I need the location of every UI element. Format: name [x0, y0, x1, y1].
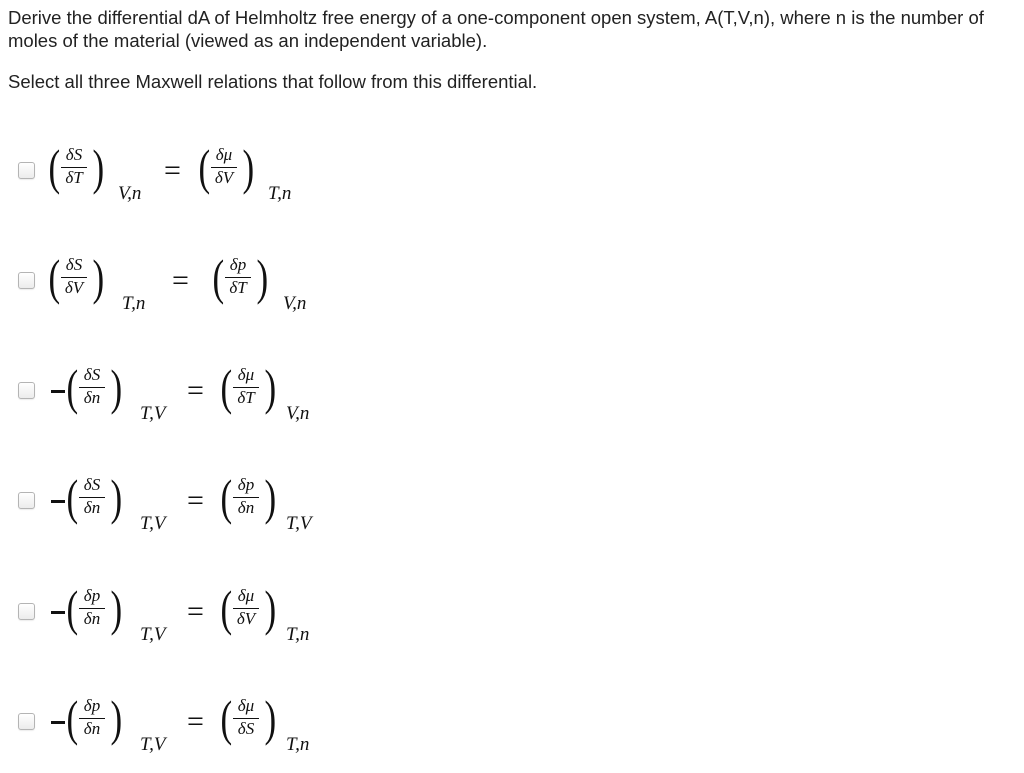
rhs-numerator: δμ [237, 696, 255, 715]
lhs-denominator: δn [83, 719, 101, 738]
lhs-left-paren: ( [66, 580, 79, 636]
answer-option[interactable] [0, 452, 600, 552]
option-checkbox[interactable] [18, 492, 35, 509]
minus-sign [51, 721, 65, 724]
answer-option[interactable] [0, 122, 600, 222]
rhs-right-paren: ) [264, 469, 277, 525]
answer-option[interactable] [0, 673, 600, 773]
equals-sign: = [172, 264, 189, 297]
rhs-subscript: T,n [286, 734, 310, 755]
equals-sign: = [187, 595, 204, 628]
lhs-subscript: T,V [140, 403, 166, 424]
lhs-denominator: δn [83, 609, 101, 628]
lhs-denominator: δT [65, 168, 83, 187]
question-text: Derive the differential dA of Helmholtz free energy of a one-component open system, A(T,V,n), where n is the number of moles of the material (viewed as an independent variable). [8, 7, 984, 51]
minus-sign [51, 611, 65, 614]
equals-sign: = [164, 154, 181, 187]
rhs-right-paren: ) [264, 359, 277, 415]
lhs-right-paren: ) [92, 249, 105, 305]
rhs-left-paren: ( [220, 580, 233, 636]
lhs-right-paren: ) [110, 469, 123, 525]
rhs-denominator: δT [237, 388, 255, 407]
rhs-numerator: δμ [215, 145, 233, 164]
lhs-numerator: δp [83, 586, 101, 605]
lhs-numerator: δS [83, 365, 101, 384]
rhs-denominator: δV [236, 609, 256, 628]
lhs-left-paren: ( [48, 249, 61, 305]
lhs-right-paren: ) [92, 139, 105, 195]
lhs-numerator: δS [83, 475, 101, 494]
lhs-denominator: δn [83, 498, 101, 517]
rhs-subscript: V,n [286, 403, 310, 424]
question-instruction: Select all three Maxwell relations that follow from this differential. [8, 71, 538, 92]
rhs-denominator: δS [237, 719, 255, 738]
lhs-right-paren: ) [110, 359, 123, 415]
rhs-left-paren: ( [220, 690, 233, 746]
lhs-subscript: T,n [122, 293, 146, 314]
lhs-left-paren: ( [66, 359, 79, 415]
minus-sign [51, 390, 65, 393]
rhs-numerator: δμ [237, 586, 255, 605]
rhs-subscript: T,n [268, 183, 292, 204]
rhs-denominator: δV [214, 168, 234, 187]
rhs-right-paren: ) [256, 249, 269, 305]
rhs-numerator: δp [237, 475, 255, 494]
rhs-left-paren: ( [198, 139, 211, 195]
rhs-subscript: T,V [286, 513, 312, 534]
rhs-left-paren: ( [212, 249, 225, 305]
option-checkbox[interactable] [18, 162, 35, 179]
rhs-left-paren: ( [220, 469, 233, 525]
lhs-left-paren: ( [66, 469, 79, 525]
lhs-subscript: T,V [140, 513, 166, 534]
lhs-right-paren: ) [110, 690, 123, 746]
rhs-subscript: V,n [283, 293, 307, 314]
option-checkbox[interactable] [18, 713, 35, 730]
rhs-right-paren: ) [264, 690, 277, 746]
rhs-right-paren: ) [242, 139, 255, 195]
lhs-numerator: δS [65, 145, 83, 164]
equals-sign: = [187, 484, 204, 517]
rhs-subscript: T,n [286, 624, 310, 645]
lhs-subscript: T,V [140, 624, 166, 645]
lhs-denominator: δn [83, 388, 101, 407]
lhs-denominator: δV [64, 278, 84, 297]
rhs-numerator: δp [229, 255, 247, 274]
answer-option[interactable] [0, 342, 600, 442]
option-checkbox[interactable] [18, 382, 35, 399]
lhs-subscript: V,n [118, 183, 142, 204]
lhs-numerator: δp [83, 696, 101, 715]
option-checkbox[interactable] [18, 272, 35, 289]
lhs-right-paren: ) [110, 580, 123, 636]
minus-sign [51, 500, 65, 503]
lhs-left-paren: ( [66, 690, 79, 746]
answer-option[interactable] [0, 563, 600, 663]
equals-sign: = [187, 374, 204, 407]
lhs-subscript: T,V [140, 734, 166, 755]
lhs-numerator: δS [65, 255, 83, 274]
rhs-denominator: δT [229, 278, 247, 297]
equals-sign: = [187, 705, 204, 738]
lhs-left-paren: ( [48, 139, 61, 195]
rhs-numerator: δμ [237, 365, 255, 384]
option-checkbox[interactable] [18, 603, 35, 620]
rhs-right-paren: ) [264, 580, 277, 636]
rhs-denominator: δn [237, 498, 255, 517]
answer-option[interactable] [0, 232, 600, 332]
rhs-left-paren: ( [220, 359, 233, 415]
